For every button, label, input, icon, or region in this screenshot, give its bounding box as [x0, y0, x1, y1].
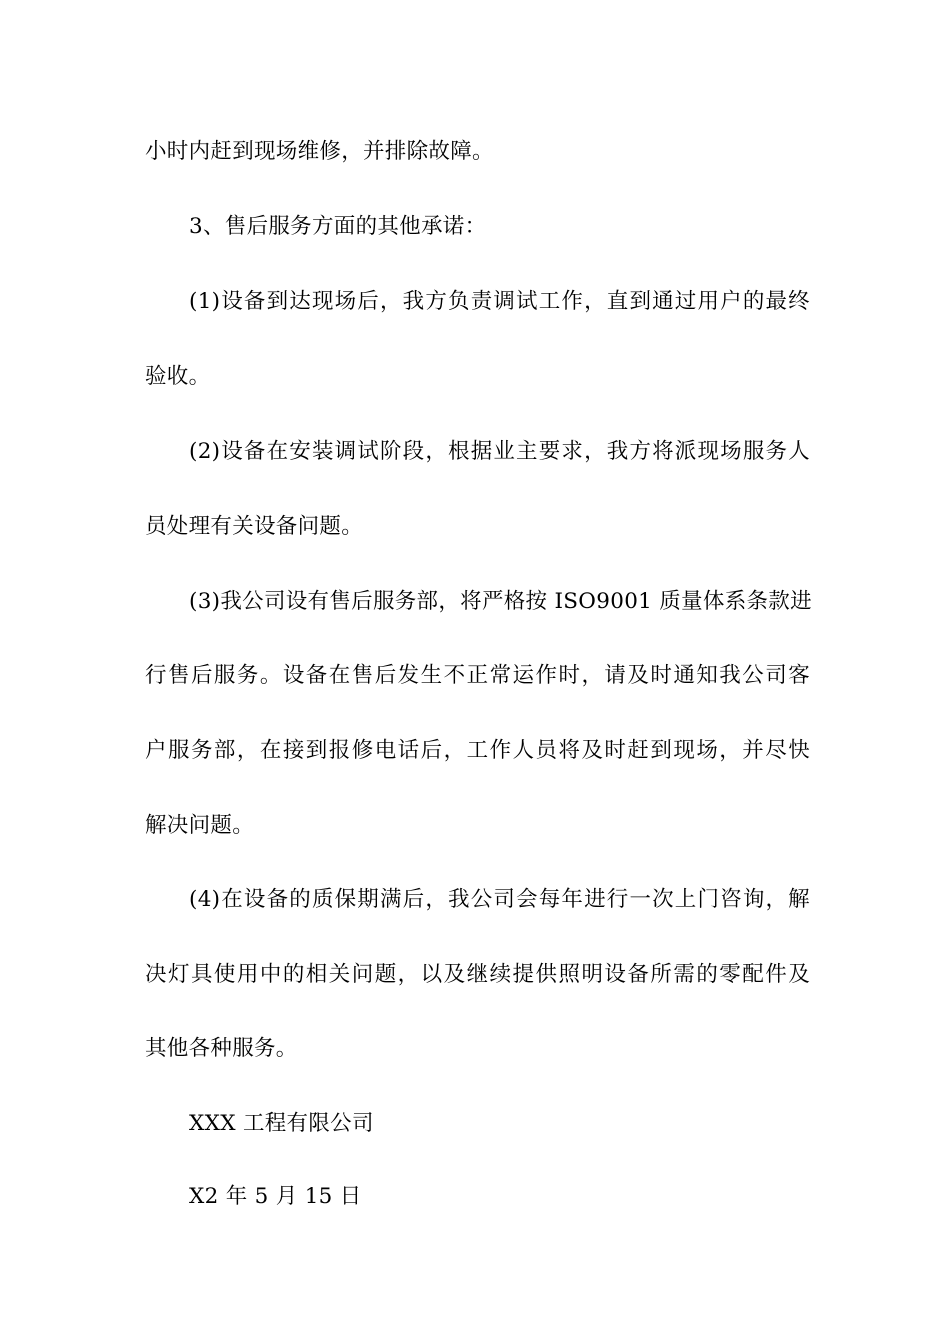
signature-company: XXX 工程有限公司 — [189, 1111, 374, 1136]
paragraph-continuation-line: 小时内赶到现场维修，并排除故障。 — [145, 139, 494, 164]
item-1-line-1: (1)设备到达现场后，我方负责调试工作，直到通过用户的最终 — [189, 289, 810, 314]
item-3-line-4: 解决问题。 — [145, 813, 255, 838]
section-3-heading: 3、售后服务方面的其他承诺： — [189, 214, 487, 239]
item-4-line-3: 其他各种服务。 — [145, 1036, 298, 1061]
item-3-line-2: 行售后服务。设备在售后发生不正常运作时，请及时通知我公司客 — [145, 663, 810, 688]
item-2-line-1: (2)设备在安装调试阶段，根据业主要求，我方将派现场服务人 — [189, 439, 810, 464]
item-3-line-3: 户服务部，在接到报修电话后，工作人员将及时赶到现场，并尽快 — [145, 738, 810, 763]
item-4-line-1: (4)在设备的质保期满后，我公司会每年进行一次上门咨询，解 — [189, 887, 810, 912]
item-4-line-2: 决灯具使用中的相关问题，以及继续提供照明设备所需的零配件及 — [145, 962, 810, 987]
signature-date: X2 年 5 月 15 日 — [189, 1184, 362, 1209]
item-3-line-1: (3)我公司设有售后服务部，将严格按 ISO9001 质量体系条款进 — [189, 589, 812, 614]
item-1-line-2: 验收。 — [145, 364, 211, 389]
item-2-line-2: 员处理有关设备问题。 — [145, 514, 364, 539]
